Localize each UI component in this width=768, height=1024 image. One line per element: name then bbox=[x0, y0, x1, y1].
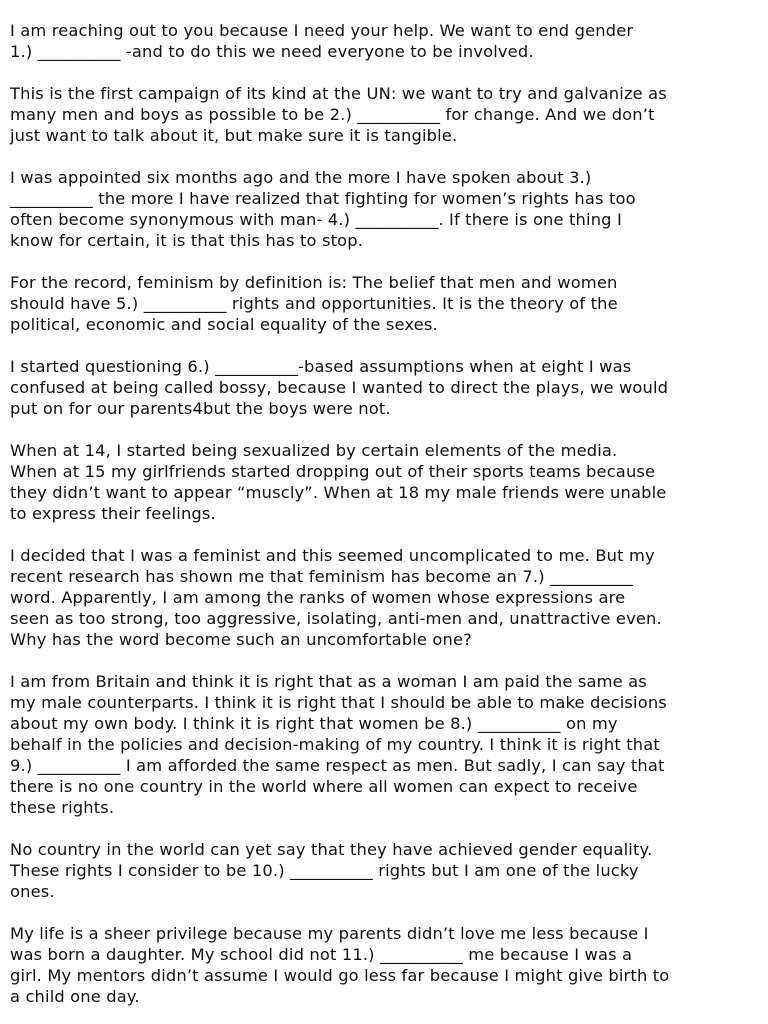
text-line: I am from Britain and think it is right that as a woman I am paid the same as bbox=[10, 672, 647, 691]
paragraph bbox=[10, 923, 758, 1007]
text-line: No country in the world can yet say that they have achieved gender equality. bbox=[10, 840, 653, 859]
text-line: These rights I consider to be 10.) __________ rights but I am one of the lucky bbox=[10, 861, 639, 880]
text-line: For the record, feminism by definition is: The belief that men and women bbox=[10, 273, 618, 292]
text-line: __________ the more I have realized that fighting for women’s rights has too bbox=[10, 189, 636, 208]
text-line: 1.) __________ -and to do this we need everyone to be involved. bbox=[10, 42, 534, 61]
text-line: confused at being called bossy, because I wanted to direct the plays, we would bbox=[10, 378, 669, 397]
text-line: should have 5.) __________ rights and opportunities. It is the theory of the bbox=[10, 294, 618, 313]
paragraph bbox=[10, 167, 758, 251]
text-line: my male counterparts. I think it is right that I should be able to make decisions bbox=[10, 693, 667, 712]
paragraph bbox=[10, 272, 758, 335]
text-line: recent research has shown me that feminism has become an 7.) __________ bbox=[10, 567, 633, 586]
text-line: seen as too strong, too aggressive, isolating, anti-men and, unattractive even. bbox=[10, 609, 662, 628]
text-line: I decided that I was a feminist and this seemed uncomplicated to me. But my bbox=[10, 546, 655, 565]
text-line: When at 15 my girlfriends started dropping out of their sports teams because bbox=[10, 462, 656, 481]
text-line: This is the first campaign of its kind at the UN: we want to try and galvanize as bbox=[10, 84, 667, 103]
text-line: word. Apparently, I am among the ranks of women whose expressions are bbox=[10, 588, 626, 607]
paragraph bbox=[10, 356, 758, 419]
text-line: know for certain, it is that this has to stop. bbox=[10, 231, 364, 250]
text-line: Why has the word become such an uncomfortable one? bbox=[10, 630, 472, 649]
text-line: My life is a sheer privilege because my parents didn’t love me less because I bbox=[10, 924, 649, 943]
text-line: behalf in the policies and decision-making of my country. I think it is right that bbox=[10, 735, 660, 754]
text-line: many men and boys as possible to be 2.) __________ for change. And we don’t bbox=[10, 105, 655, 124]
paragraph bbox=[10, 83, 758, 146]
text-line: just want to talk about it, but make sure it is tangible. bbox=[10, 126, 458, 145]
text-line: often become synonymous with man- 4.) __________. If there is one thing I bbox=[10, 210, 622, 229]
text-line: these rights. bbox=[10, 798, 115, 817]
text-line: 9.) __________ I am afforded the same respect as men. But sadly, I can say that bbox=[10, 756, 665, 775]
paragraph bbox=[10, 671, 758, 818]
paragraph bbox=[10, 839, 758, 902]
text-line: I started questioning 6.) __________-based assumptions when at eight I was bbox=[10, 357, 632, 376]
text-line: there is no one country in the world where all women can expect to receive bbox=[10, 777, 638, 796]
text-line: ones. bbox=[10, 882, 55, 901]
text-line: they didn’t want to appear “muscly”. When at 18 my male friends were unable bbox=[10, 483, 667, 502]
text-line: to express their feelings. bbox=[10, 504, 216, 523]
text-line: put on for our parents4but the boys were not. bbox=[10, 399, 391, 418]
text-line: I am reaching out to you because I need your help. We want to end gender bbox=[10, 21, 634, 40]
text-line: about my own body. I think it is right that women be 8.) __________ on my bbox=[10, 714, 618, 733]
paragraph bbox=[10, 545, 758, 650]
text-line: I was appointed six months ago and the more I have spoken about 3.) bbox=[10, 168, 592, 187]
text-line: a child one day. bbox=[10, 987, 140, 1006]
text-line: girl. My mentors didn’t assume I would go less far because I might give birth to bbox=[10, 966, 670, 985]
text-line: When at 14, I started being sexualized by certain elements of the media. bbox=[10, 441, 618, 460]
paragraph bbox=[10, 440, 758, 524]
paragraph bbox=[10, 20, 758, 62]
text-line: was born a daughter. My school did not 11.) __________ me because I was a bbox=[10, 945, 633, 964]
text-line: political, economic and social equality of the sexes. bbox=[10, 315, 438, 334]
